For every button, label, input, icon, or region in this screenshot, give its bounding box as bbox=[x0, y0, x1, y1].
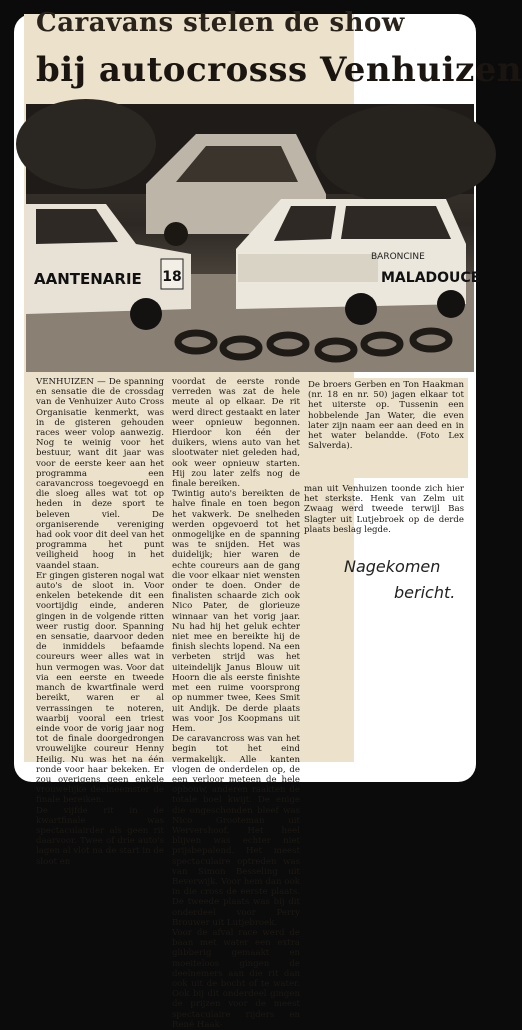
car-right-subtext: BARONCINE bbox=[371, 252, 425, 262]
note-line-1: Nagekomen bbox=[344, 557, 441, 576]
article-paragraph: Voor de afval race werd de baan met water een extra glibberig gemaakt en moeiteloos gingen de deelnemers aan die rit dan ook uit de bocht of te water. Ook bij dit onderdeel gingen de prijzen voor de meest spectaculaire rijders en René Haak- bbox=[172, 927, 300, 1030]
photo-caption-box bbox=[304, 378, 468, 478]
headline-line-1: Caravans stelen de show bbox=[36, 8, 405, 38]
article-paragraph: De caravancross was van het begin tot het eind vermakelijk. Alle kanten vlogen de onderdelen op, de een verloor meteen de hele opbouw, anderen raakten de totale boel kwijt. De enige die ongeschonden bleef was Nico Grooteman uit Wervershoof. Het heel blijven was echter niet prijsbepalend. Het meest spectaculaire optreden was van Simon Besseling uit Beverwijk. Voor hem dan ook in die cross de eerste plaats. De tweede plaats was bij dit onderdeel voor Perry Brouwer uit Lutjebroek. bbox=[172, 734, 300, 928]
article-paragraph: De vijfde rit in de kwartfinale was spectaculairder als geen rit daarvoor. Twee of drie auto's lagen al vlot na de start in de sloot en bbox=[36, 805, 164, 867]
article-column-2 bbox=[172, 377, 300, 1030]
article-column-1 bbox=[36, 377, 164, 867]
car-left-number: 18 bbox=[162, 269, 182, 285]
race-photo-image bbox=[26, 104, 481, 372]
car-left-text: AANTENARIE bbox=[34, 270, 142, 288]
race-photo bbox=[26, 104, 481, 372]
article-paragraph: VENHUIZEN — De spanning en sensatie die de crossdag van de Venhuizer Auto Cross Organisatie kenmerkt, was in de gisteren gehouden races weer volop aanwezig. Nog te weinig voor het bestuur, want dit jaar was voor de eerste keer aan het programma een caravancross toegevoegd en die sloeg alles wat tot op heden in deze sport te beleven viel. De organiserende vereniging had ook voor dit deel van het programma het punt veiligheid hoog in het vaandel staan. bbox=[36, 377, 164, 571]
handwritten-note bbox=[344, 554, 474, 606]
article-paragraph: Er gingen gisteren nogal wat auto's de sloot in. Voor enkelen betekende dit een voortijdig einde, anderen gingen in de volgende ritten weer rustig door. Spanning en sensatie, daarvoor deden de inmiddels befaamde coureurs weer alles wat in hun vermogen was. Voor dat via een eerste en tweede manch de kwartfinale werd bereikt, waren er al verrassingen te noteren, waarbij vooral een triest einde voor de vorig jaar nog tot de finale doorgedrongen vrouwelijke coureur Henny Heilig. Nu was het na één ronde voor haar bekeken. Er zou overigens geen enkele vrouwelijke deelneemster de finale bereiken. bbox=[36, 570, 164, 806]
car-right bbox=[236, 199, 480, 325]
article-column-3: man uit Venhuizen toonde zich hier het sterkste. Henk van Zelm uit Zwaag werd tweede terwijl Bas Slagter uit Lutjebroek op de derde plaats beslag legde. bbox=[304, 484, 464, 535]
photo-caption: De broers Gerben en Ton Haakman (nr. 18 en nr. 50) jagen elkaar tot het uiterste op. Tussenin een hobbelende Jan Water, die even later zijn naam eer aan deed en in het water belandde. (Foto Lex Salverda). bbox=[308, 380, 464, 452]
page-card bbox=[14, 8, 522, 1030]
headline-line-2: bij autocrosss Venhuizen bbox=[36, 50, 522, 90]
article-paragraph: voordat de eerste ronde verreden was zat de hele meute al op elkaar. De rit werd direct gestaakt en later weer opnieuw begonnen. Hierdoor kon één der duikers, wiens auto van het slootwater niet geleden had, ook weer opnieuw starten. Hij zou later zelfs nog de finale bereiken. bbox=[172, 377, 300, 490]
article-paragraph: Twintig auto's bereikten de halve finale en toen begon het vakwerk. De snelheden werden opgevoerd tot het onmogelijke en de spanning was te snijden. Het was duidelijk; hier waren de echte coureurs aan de gang die voor elkaar niet wensten onder te doen. Onder de finalisten schaarde zich ook Nico Pater, de glorieuze winnaar van het vorig jaar. Nu had hij het geluk echter niet mee en bereikte hij de finish slechts lopend. Na een verbeten strijd was het uiteindelijk Janus Blouw uit Hoorn die als eerste finishte met een ruime voorsprong op nummer twee, Kees Smit uit Andijk. De derde plaats was voor Jos Koopmans uit Hem. bbox=[172, 489, 300, 734]
car-right-text: MALADOUCE bbox=[381, 270, 481, 286]
note-line-2: bericht. bbox=[394, 583, 456, 602]
